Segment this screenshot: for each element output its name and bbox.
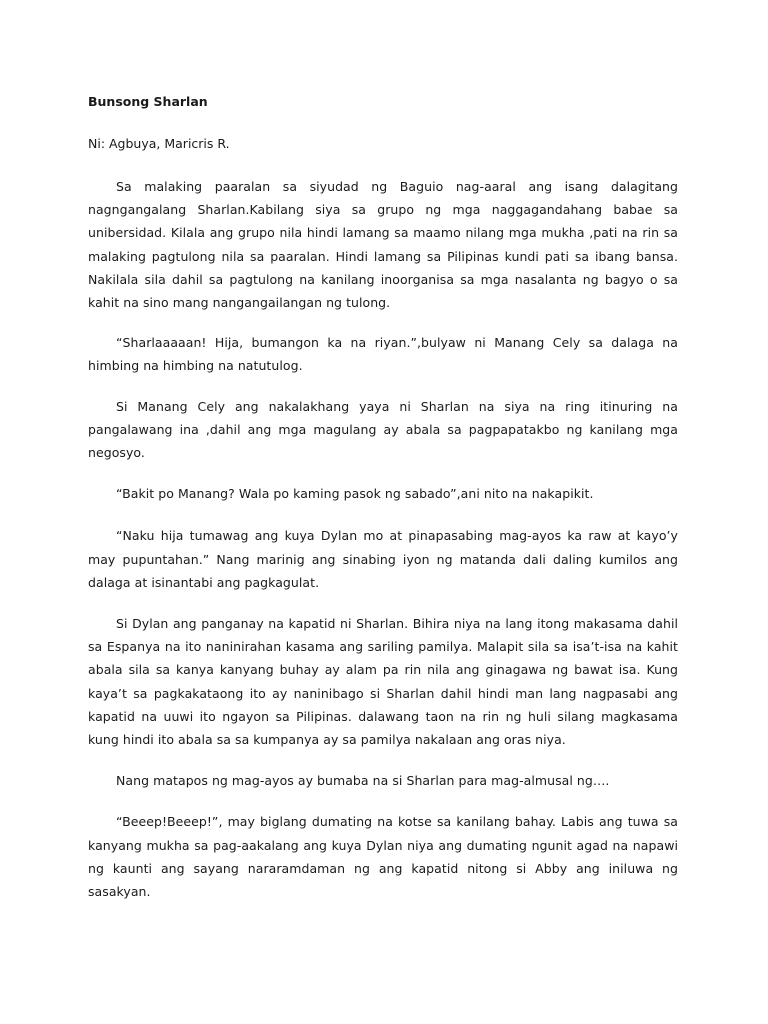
paragraph: “Sharlaaaaan! Hija, bumangon ka na riyan.”,bulyaw ni Manang Cely sa dalaga na himbing na himbing na natutulog. [88,335,678,374]
paragraph: Sa malaking paaralan sa siyudad ng Baguio nag-aaral ang isang dalagitang nagngangalang Sharlan.Kabilang siya sa grupo ng mga naggagandahang babae sa unibersidad. Kilala ang grupo nila hindi lamang sa maamo nilang mga mukha ,pati na rin sa malaking pagtulong nila sa paaralan. Hindi lamang sa Pilipinas kundi pati sa ibang bansa. Nakilala sila dahil sa pagtulong na kanilang inoorganisa sa mga nasalanta ng bagyo o sa kahit na sino mang nangangailangan ng tulong. [88,179,678,311]
paragraph: Si Dylan ang panganay na kapatid ni Sharlan. Bihira niya na lang itong makasama dahil sa Espanya na ito naninirahan kasama ang sariling pamilya. Malapit sila sa isa’t-isa na kahit abala sila sa kanya kanyang buhay ay alam pa rin nila ang ginagawa ng bawat isa. Kung kaya’t sa pagkakataong ito ay naninibago si Sharlan dahil hindi man lang nagpasabi ang kapatid na uuwi ito ngayon sa Pilipinas. dalawang taon na rin ng huli silang magkasama kung hindi ito abala sa sa kumpanya ay sa pamilya nakalaan ang oras niya. [88,616,678,748]
paragraph: “Beeep!Beeep!”, may biglang dumating na kotse sa kanilang bahay. Labis ang tuwa sa kanyang mukha sa pag-aakalang ang kuya Dylan niya ang dumating ngunit agad na napawi ng kaunti ang sayang nararamdaman ng ang kapatid nitong si Abby ang iniluwa ng sasakyan. [88,814,678,900]
paragraph: “Bakit po Manang? Wala po kaming pasok ng sabado”,ani nito na nakapikit. [116,486,594,502]
story-title: Bunsong Sharlan [88,94,208,109]
paragraph: Nang matapos ng mag-ayos ay bumaba na si Sharlan para mag-almusal ng…. [116,773,610,789]
paragraph: Si Manang Cely ang nakalakhang yaya ni Sharlan na siya na ring itinuring na pangalawang ina ,dahil ang mga magulang ay abala sa pagpapatakbo ng kanilang mga negosyo. [88,398,678,461]
story-author: Ni: Agbuya, Maricris R. [88,136,230,151]
paragraph: “Naku hija tumawag ang kuya Dylan mo at pinapasabing mag-ayos ka raw at kayo’y may pupuntahan.” Nang marinig ang sinabing iyon ng matanda dali daling kumilos ang dalaga at isinantabi ang pagkagulat. [88,528,678,590]
document-body [88,92,678,903]
